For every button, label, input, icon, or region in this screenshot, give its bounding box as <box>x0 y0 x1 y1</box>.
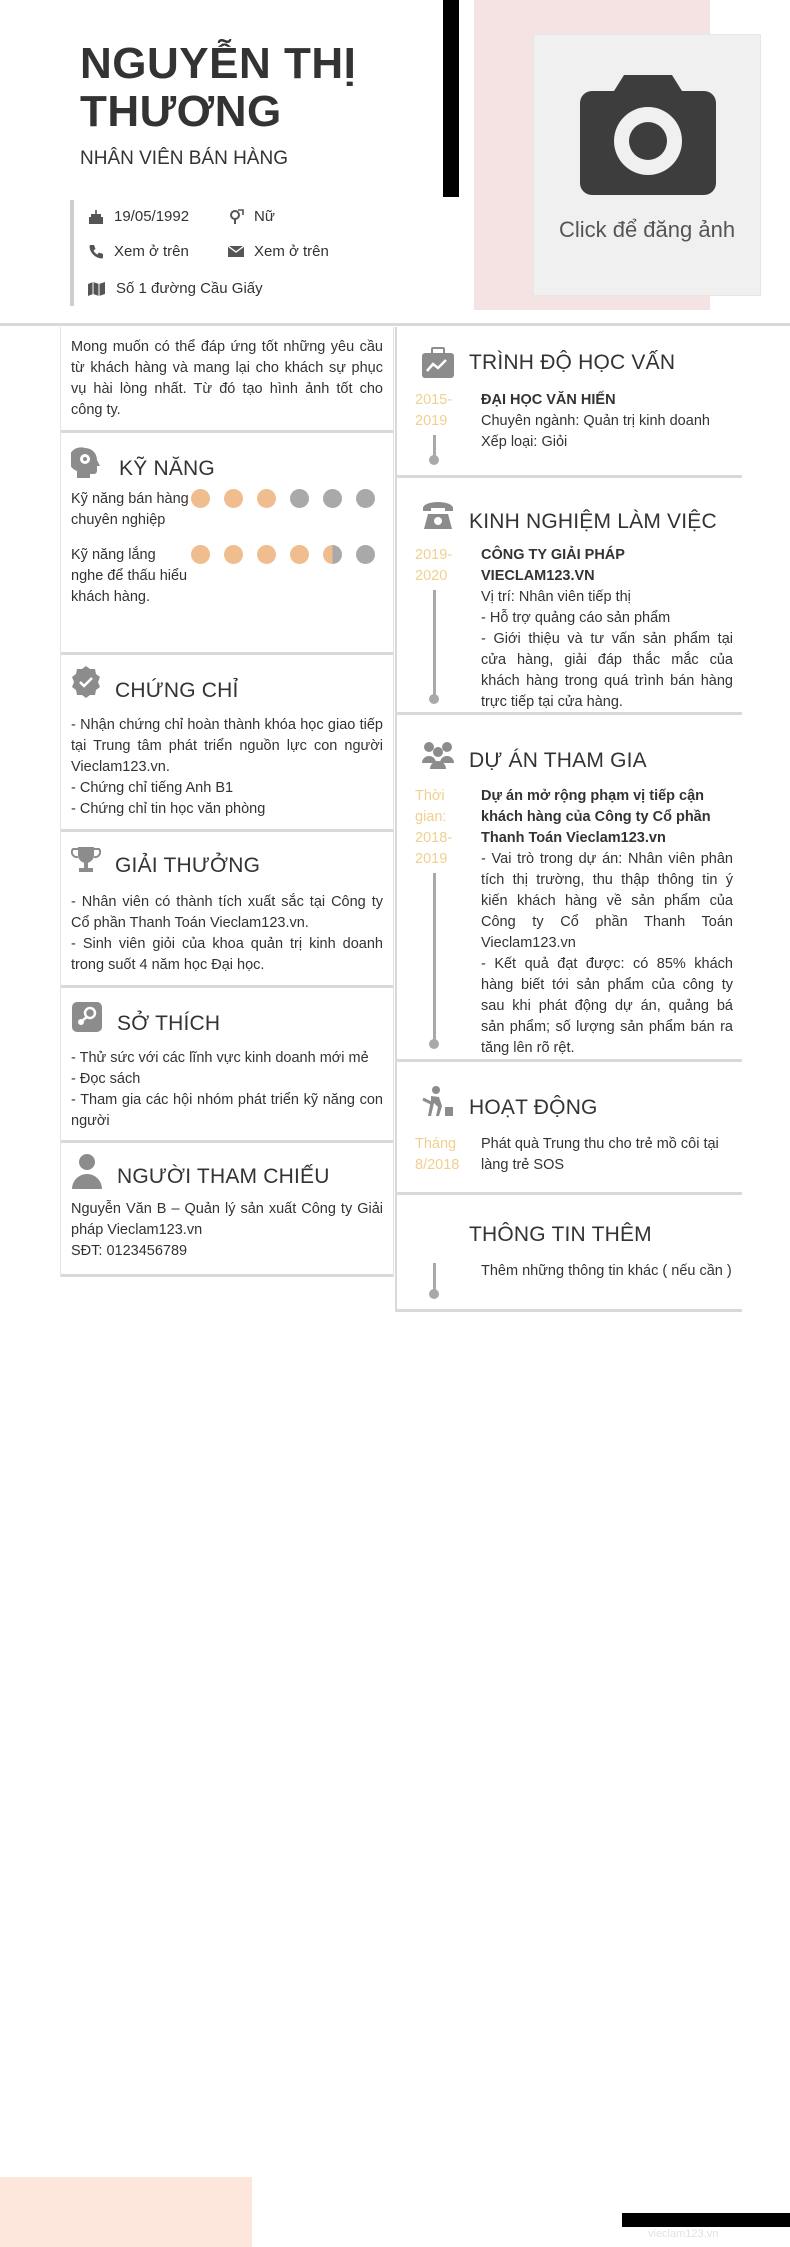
hobby-line: - Thử sức với các lĩnh vực kinh doanh mới mẻ <box>71 1050 369 1066</box>
personal-info <box>70 200 400 306</box>
references-section <box>61 1143 393 1277</box>
objective-text: Mong muốn có thể đáp ứng tốt những yêu cầu từ khách hàng và mang lại cho khách sự phục vụ hài lòng nhất. Từ đó tạo hình ảnh tốt cho công ty. <box>71 339 383 418</box>
reference-line: SĐT: 0123456789 <box>71 1243 188 1259</box>
experience-header <box>421 496 717 534</box>
award-line: - Sinh viên giỏi của khoa quản trị kinh doanh trong suốt 4 năm học Đại học. <box>71 936 383 973</box>
certificates-section <box>61 655 393 832</box>
timeline-dot <box>429 694 439 704</box>
extra-content <box>481 1261 733 1282</box>
education-date: 2015-2019 <box>415 392 453 429</box>
education-header <box>421 347 675 379</box>
education-content <box>481 390 733 453</box>
activities-title: HOẠT ĐỘNG <box>469 1096 598 1119</box>
extra-text: Thêm những thông tin khác ( nếu cần ) <box>481 1263 732 1279</box>
skill-dot <box>290 545 309 564</box>
skill-dot <box>191 489 210 508</box>
skill-dot <box>356 545 375 564</box>
reference-line: Nguyễn Văn B – Quản lý sản xuất Công ty Giải pháp Vieclam123.vn <box>71 1201 383 1238</box>
cake-icon <box>88 209 104 225</box>
team-icon <box>421 739 455 769</box>
certificates-title: CHỨNG CHỈ <box>115 679 239 702</box>
education-major: Chuyên ngành: Quản trị kinh doanh <box>481 413 710 429</box>
email-item <box>228 243 329 260</box>
experience-content <box>481 545 733 713</box>
hobby-line: - Đọc sách <box>71 1071 141 1087</box>
experience-date: 2019-2020 <box>415 547 453 584</box>
certificate-line: - Chứng chỉ tin học văn phòng <box>71 801 266 817</box>
left-column <box>60 327 394 1277</box>
skill-label: Kỹ năng lắng nghe để thấu hiểu khách hàng. <box>71 547 188 605</box>
skill-rating <box>191 545 375 564</box>
skills-section <box>61 433 393 655</box>
references-header <box>71 1153 383 1189</box>
certificate-line: - Chứng chỉ tiếng Anh B1 <box>71 780 234 796</box>
project-role: - Vai trò trong dự án: Nhân viên phân tích thị trường, thu thập thông tin ý kiến khách hàng về sản phẩm của Công ty Cổ phần Thanh Toán Vieclam123.vn <box>481 851 733 951</box>
decorative-footer-bar <box>622 2213 790 2227</box>
project-name: Dự án mở rộng phạm vị tiếp cận khách hàng của Công ty Cổ phần Thanh Toán Vieclam123.vn <box>481 788 711 846</box>
map-icon <box>88 281 106 297</box>
education-rank: Xếp loại: Giỏi <box>481 434 568 450</box>
skill-dot <box>356 489 375 508</box>
timeline-dot <box>429 1039 439 1049</box>
award-line: - Nhân viên có thành tích xuất sắc tại Công ty Cổ phần Thanh Toán Vieclam123.vn. <box>71 894 383 931</box>
footer-watermark: vieclam123.vn <box>648 2228 719 2240</box>
skill-rating <box>191 489 375 508</box>
photo-upload-caption: Click để đăng ảnh <box>558 217 736 242</box>
activities-text: Phát quà Trung thu cho trẻ mồ côi tại làng trẻ SOS <box>481 1136 719 1173</box>
envelope-icon <box>228 245 244 258</box>
awards-title: GIẢI THƯỞNG <box>115 854 261 877</box>
hobbies-header <box>71 998 383 1036</box>
email-value: Xem ở trên <box>254 243 329 260</box>
timeline-line <box>433 873 436 1043</box>
awards-list <box>71 892 383 976</box>
telephone-icon <box>421 500 455 530</box>
birthday-value: 19/05/1992 <box>114 208 190 225</box>
activities-content <box>481 1134 733 1176</box>
skill-dot <box>257 545 276 564</box>
job-title: NHÂN VIÊN BÁN HÀNG <box>80 148 288 169</box>
phone-icon <box>88 244 104 260</box>
trophy-icon <box>71 846 101 876</box>
activities-header <box>421 1082 598 1120</box>
photo-upload-box[interactable] <box>533 34 761 296</box>
certificate-icon <box>71 666 101 702</box>
projects-content <box>481 786 733 1059</box>
activities-date: Tháng 8/2018 <box>415 1136 460 1173</box>
gender-item <box>228 208 275 225</box>
skill-dot <box>224 489 243 508</box>
head-gear-icon <box>71 447 105 479</box>
skill-dot <box>323 489 342 508</box>
skill-row <box>71 489 383 531</box>
skills-title: KỸ NĂNG <box>119 457 215 480</box>
camera-icon <box>580 75 716 195</box>
projects-date: Thời gian: 2018-2019 <box>415 788 453 867</box>
objective-section <box>61 327 393 433</box>
projects-section <box>397 715 742 1062</box>
experience-duty: - Hỗ trợ quảng cáo sản phẩm <box>481 610 671 626</box>
phone-value: Xem ở trên <box>114 243 189 260</box>
gender-icon <box>228 209 244 225</box>
birthday-item <box>88 208 189 225</box>
experience-duty: - Giới thiệu và tư vấn sản phẩm tại cửa hàng, giải đáp thắc mắc của khách hàng trong quá trình bán hàng trực tiếp tại cửa hàng. <box>481 631 733 710</box>
briefcase-icon <box>421 347 455 379</box>
skill-dot <box>224 545 243 564</box>
right-column <box>395 327 742 1312</box>
gamepad-icon <box>71 1001 103 1033</box>
timeline-dot <box>429 1289 439 1299</box>
timeline-dot <box>429 455 439 465</box>
hobbies-list <box>71 1048 383 1132</box>
education-section <box>397 327 742 478</box>
references-title: NGƯỜI THAM CHIẾU <box>117 1165 330 1188</box>
extra-title: THÔNG TIN THÊM <box>469 1223 652 1246</box>
skill-dot <box>257 489 276 508</box>
decorative-black-bar <box>443 0 459 197</box>
skill-dot <box>323 545 342 564</box>
hobby-line: - Tham gia các hội nhóm phát triển kỹ năng con người <box>71 1092 383 1129</box>
projects-title: DỰ ÁN THAM GIA <box>469 749 647 772</box>
skill-dot <box>290 489 309 508</box>
certificates-header <box>71 665 383 703</box>
references-list <box>71 1199 383 1262</box>
awards-section <box>61 832 393 988</box>
skills-header <box>71 445 383 481</box>
timeline-line <box>433 590 436 698</box>
experience-title: KINH NGHIỆM LÀM VIỆC <box>469 510 717 533</box>
activities-section <box>397 1062 742 1195</box>
awards-header <box>71 844 383 878</box>
worker-icon <box>421 1085 455 1117</box>
address-item <box>88 280 263 297</box>
hobbies-title: SỞ THÍCH <box>117 1012 221 1035</box>
extra-section <box>397 1195 742 1312</box>
address-value: Số 1 đường Cầu Giấy <box>116 280 263 297</box>
projects-header <box>421 735 647 773</box>
certificates-list <box>71 715 383 820</box>
decorative-peach-block <box>0 2177 252 2247</box>
header-divider <box>0 323 790 326</box>
certificate-line: - Nhận chứng chỉ hoàn thành khóa học giao tiếp tại Trung tâm phát triển nguồn lực con người Vieclam123.vn. <box>71 717 383 775</box>
gender-value: Nữ <box>254 208 275 225</box>
school-name: ĐẠI HỌC VĂN HIẾN <box>481 392 616 408</box>
experience-section <box>397 478 742 715</box>
candidate-name: NGUYỄN THỊ THƯƠNG <box>80 39 357 137</box>
project-result: - Kết quả đạt được: có 85% khách hàng biết tới sản phẩm của công ty sau khi phát động dự án, quảng bá sản phẩm; số lượng sản phẩm bán ra tăng lên rõ rệt. <box>481 956 733 1056</box>
hobbies-section <box>61 988 393 1143</box>
skill-dot <box>191 545 210 564</box>
extra-header <box>421 1223 652 1247</box>
skill-row <box>71 545 383 608</box>
person-icon <box>71 1153 103 1189</box>
experience-position: Vị trí: Nhân viên tiếp thị <box>481 589 631 605</box>
skill-label: Kỹ năng bán hàng chuyên nghiệp <box>71 491 189 528</box>
education-title: TRÌNH ĐỘ HỌC VẤN <box>469 351 676 374</box>
company-name: CÔNG TY GIẢI PHÁP VIECLAM123.VN <box>481 547 625 584</box>
phone-item <box>88 243 189 260</box>
